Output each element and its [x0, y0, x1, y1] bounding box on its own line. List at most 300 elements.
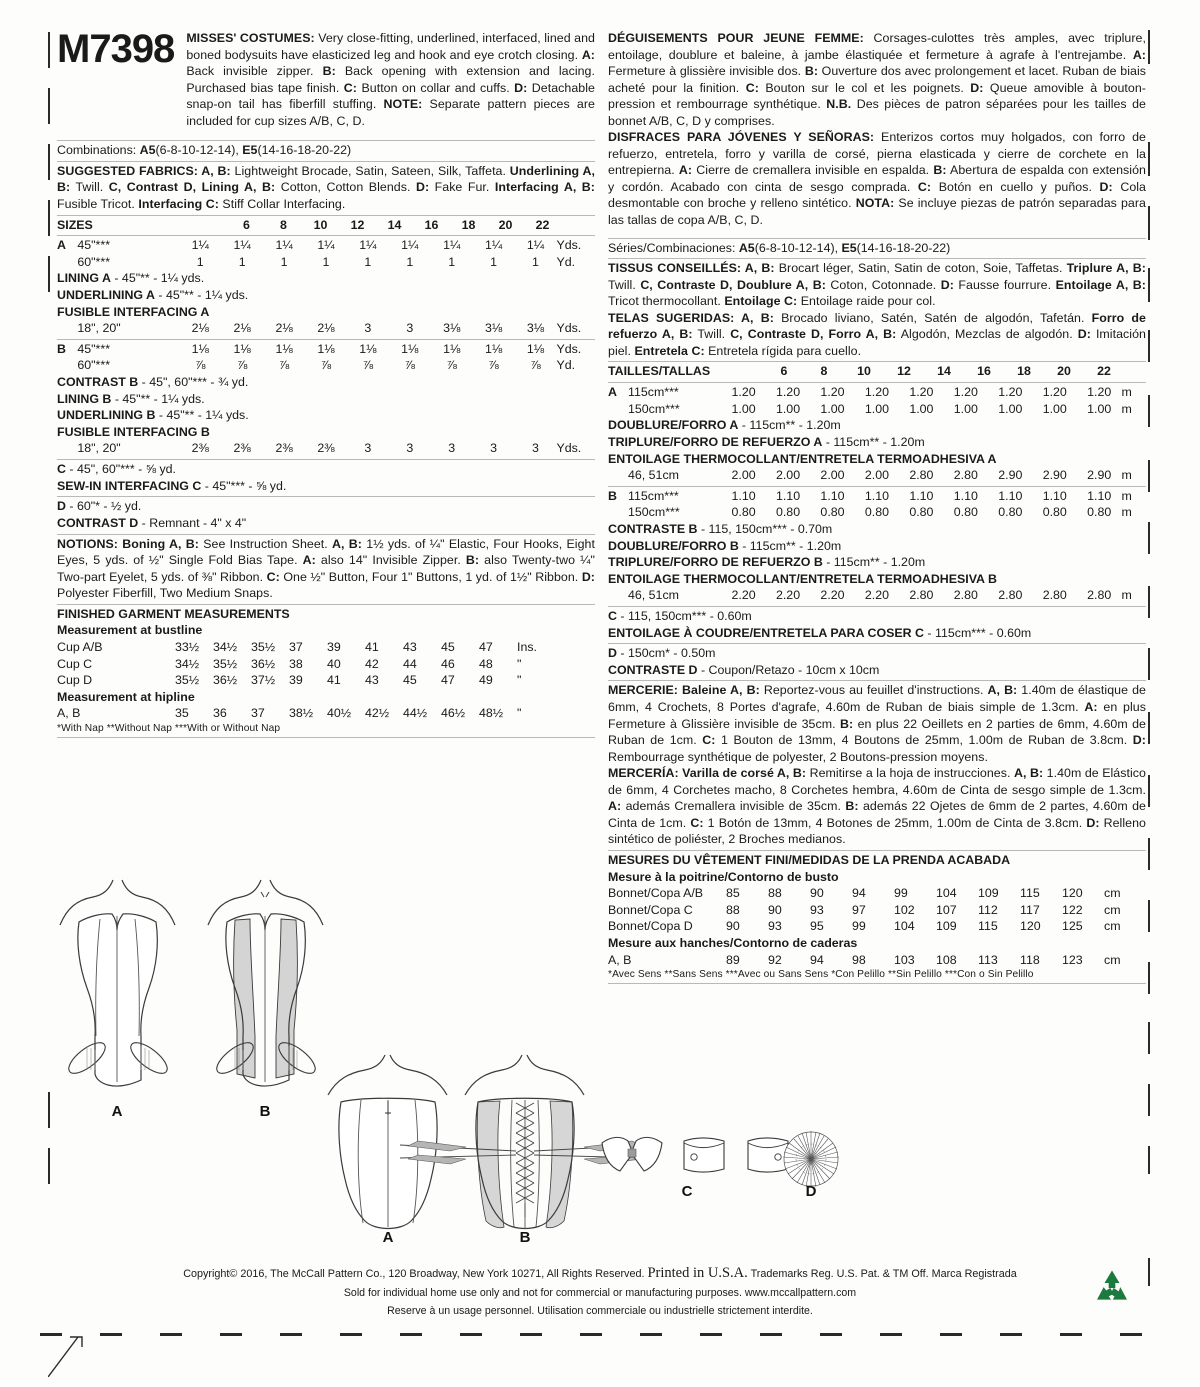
yardage-cell: 1.20 [775, 385, 801, 400]
yardage-cell: 3 [532, 441, 539, 456]
measure-cell: 42½ [365, 706, 390, 721]
measure-cell: 103 [894, 952, 915, 967]
fabric-d: D - 60"* - ½ yd. [57, 499, 142, 514]
measure-cell: 35 [175, 706, 189, 721]
measure-cell: 48½ [479, 706, 504, 721]
row-label: Bonnet/Copa A/B [608, 886, 704, 901]
margin-tick [48, 1148, 50, 1184]
unit-label: Yd. [556, 254, 576, 269]
table-row [57, 639, 595, 656]
yardage-cell: 1⅛ [484, 341, 503, 356]
yardage-cell: 3⅛ [484, 321, 503, 336]
measure-cell: 92 [768, 952, 782, 967]
measure-cell: 89 [726, 952, 740, 967]
yardage-cell: ⅞ [236, 358, 248, 373]
yardage-cell: 1¼ [275, 238, 293, 253]
hipline-title: Measurement at hipline [57, 689, 195, 704]
yardage-cell: 1¼ [359, 238, 377, 253]
yardage-cell: 1¼ [317, 238, 335, 253]
size-header: 6 [780, 364, 788, 379]
size-header: 8 [820, 364, 828, 379]
yardage-cell: ⅞ [488, 358, 499, 373]
series-combinations: Séries/Combinaciones: A5(6-8-10-12-14), E5(14-16-18-20-22) [608, 240, 951, 255]
table-row [608, 384, 1146, 401]
yardage-cell: 2.80 [909, 468, 934, 483]
table-row [608, 587, 1146, 604]
margin-tick [1148, 775, 1150, 807]
yardage-cell: 3 [406, 441, 414, 456]
metric-nap-note: *Avec Sens **Sans Sens ***Avec ou Sans Sens *Con Pelillo **Sin Pelillo ***Con o Sin Pelillo [608, 969, 1034, 981]
measure-cell: 35½ [213, 656, 238, 671]
nap-note: *With Nap **Without Nap ***With or Without Nap [57, 722, 281, 734]
measure-cell: 46½ [441, 706, 466, 721]
margin-tick [1148, 522, 1150, 554]
english-column [57, 27, 595, 739]
copyright-text: Copyright© 2016, The McCall Pattern Co., 120 Broadway, New York 10271, All Rights Reserved. [183, 1268, 645, 1280]
yardage-cell: 2.20 [864, 588, 889, 603]
measure-cell: 85 [726, 886, 740, 901]
combinations: Combinations: A5(6-8-10-12-14), E5(14-16-18-20-22) [57, 143, 352, 158]
yardage-cell: 1¼ [401, 238, 419, 253]
yardage-cell: ⅞ [362, 358, 374, 373]
cut-line-dashes [40, 1333, 1160, 1336]
row-label: A, B [608, 952, 632, 967]
yardage-cell: 2⅜ [191, 441, 209, 456]
mesures-title: MESURES DU VÊTEMENT FINI/MEDIDAS DE LA PRENDA ACABADA [608, 852, 1011, 867]
margin-tick [48, 256, 50, 292]
yardage-cell: 3 [406, 321, 414, 336]
margin-tick [1148, 900, 1150, 932]
table-row [57, 320, 595, 337]
yardage-cell: 1⅛ [526, 341, 545, 356]
measure-cell: 41 [365, 639, 379, 654]
underlining-a: UNDERLINING A - 45"** - 1¼ yds. [57, 287, 249, 302]
lining-a: LINING A - 45"** - 1¼ yds. [57, 271, 205, 286]
hanches-title: Mesure aux hanches/Contorno de caderas [608, 935, 858, 950]
margin-tick [1148, 460, 1150, 492]
unit-label: m [1121, 505, 1132, 520]
size-header: 22 [535, 217, 550, 232]
bustline-title: Measurement at bustline [57, 623, 203, 638]
table-row [57, 705, 595, 722]
unit-label: m [1121, 588, 1132, 603]
measure-cell: 34½ [213, 639, 238, 654]
size-header: 20 [498, 217, 513, 232]
yardage-cell: 1.20 [909, 385, 934, 400]
trademark-text: Trademarks Reg. U.S. Pat. & TM Off. Marca Registrada [750, 1268, 1017, 1280]
unit-label: " [517, 706, 522, 721]
yardage-cell: 1 [364, 254, 372, 269]
yardage-cell: 2⅛ [191, 321, 209, 336]
margin-tick [1148, 962, 1150, 994]
footer [0, 1262, 1200, 1320]
measure-cell: 45 [441, 639, 455, 654]
measure-cell: 36½ [251, 656, 276, 671]
table-row [57, 440, 595, 457]
fabric-c: C - 45", 60"*** - ⅝ yd. [57, 462, 176, 477]
measure-cell: 108 [936, 952, 957, 967]
margin-tick [1148, 395, 1150, 427]
size-header: 22 [1097, 364, 1111, 379]
view-label: B [57, 341, 66, 356]
margin-tick [48, 200, 50, 236]
yardage-cell: 2.20 [775, 588, 801, 603]
size-header: 16 [424, 217, 439, 232]
yardage-cell: 1.00 [953, 401, 978, 416]
measure-cell: 90 [768, 902, 782, 917]
table-row [57, 656, 595, 673]
yardage-cell: 1.00 [820, 401, 845, 416]
row-label: Bonnet/Copa C [608, 902, 693, 917]
row-label: Cup D [57, 673, 93, 688]
yardage-cell: 1.20 [998, 385, 1023, 400]
view-label [608, 504, 628, 521]
yardage-cell: 1.10 [864, 488, 889, 503]
yardage-cell: 2.00 [820, 468, 845, 483]
metric-c: C - 115, 150cm*** - 0.60m [608, 608, 752, 623]
front-a-label: A [111, 1103, 123, 1120]
yardage-cell: 1¼ [443, 238, 461, 253]
description-body: Very close-fitting, underlined, interfaced, lined and boned bodysuits have elasticized leg and hook and eye crotch closing. A: Back invisible zipper. B: Back opening with extension and lacing. Purchased bias tape finish. C: Button on collar and cuffs. D: Detachable snap-on tail has fiberfill stuffing. NOTE: Separate pattern pieces are included for cup sizes A/B, C, D. [186, 31, 595, 128]
yardage-cell: 3 [364, 321, 372, 336]
recycle-icon [1092, 1268, 1132, 1308]
size-header: 10 [857, 364, 871, 379]
unit-label: " [517, 656, 522, 671]
yardage-cell: 0.80 [731, 505, 756, 520]
yardage-cell: 1 [448, 254, 456, 269]
margin-tick [48, 32, 50, 68]
measure-cell: 44 [403, 656, 417, 671]
yardage-cell: 1.20 [864, 385, 889, 400]
unit-label: Yds. [556, 341, 582, 356]
fabric-width: 150cm*** [628, 401, 680, 416]
measure-cell: 37 [251, 706, 265, 721]
yardage-cell: ⅞ [404, 358, 415, 373]
triplure-forro-refuerzo-a: TRIPLURE/FORRO DE REFUERZO A - 115cm** - 1.20m [608, 434, 925, 449]
fabric-width: 45"*** [77, 238, 111, 253]
measure-cell: 99 [894, 886, 908, 901]
measure-cell: 98 [852, 952, 866, 967]
corner-fold-mark [48, 1335, 108, 1377]
yardage-cell: 1.00 [864, 401, 889, 416]
yardage-cell: 2.80 [1042, 588, 1067, 603]
spanish-description: DISFRACES PARA JÓVENES Y SEÑORAS: Enterizos cortos muy holgados, con forro de refuerzo, entretela, forro y varilla de corsé, pierna elasticada y cierre de corchete en la entrepierna. A: Cierre de cremallera invisible en espalda. B: Abertura de espalda con extensión y cordón. Acabado con cinta de sesgo comprada. C: Botón en cuello y puños. D: Cola desmontable con broche y relleno sintético. NOTA: Se incluye piezas de patrón separadas para las tallas de copa A/B, C, D. [608, 130, 1147, 228]
yardage-cell: 1.20 [1087, 385, 1112, 400]
fusible-b-table [57, 440, 595, 457]
yardage-cell: 0.80 [820, 505, 845, 520]
yardage-cell: 2⅜ [233, 441, 251, 456]
collar-cuffs-label: C [681, 1183, 693, 1200]
view-label: B [608, 488, 617, 503]
french-use-line: Reserve à un usage personnel. Utilisation commerciale ou industrielle strictement interdite. [387, 1304, 813, 1317]
yardage-cell: 1⅛ [275, 341, 293, 356]
measure-cell: 36 [213, 706, 227, 721]
measure-cell: 38½ [289, 706, 314, 721]
yardage-cell: 2.90 [1087, 468, 1112, 483]
hipline-table [57, 705, 595, 722]
back-b-label: B [519, 1229, 531, 1246]
fabric-width: 46, 51cm [628, 588, 679, 603]
measure-cell: 48 [479, 656, 493, 671]
margin-tick [1148, 648, 1150, 680]
yardage-cell: 1.10 [1087, 488, 1112, 503]
tail-label: D [805, 1183, 817, 1200]
yardage-cell: 1.10 [909, 488, 934, 503]
entoilage-b-table [608, 587, 1146, 604]
measure-cell: 115 [1020, 886, 1040, 901]
yardage-cell: 1 [322, 254, 330, 269]
fabric-width: 115cm*** [628, 385, 679, 400]
yardage-cell: 1.10 [731, 488, 756, 503]
yardage-cell: 1¼ [233, 238, 251, 253]
measure-cell: 104 [936, 886, 957, 901]
yardage-cell: 0.80 [953, 505, 978, 520]
unit-label: Yds. [556, 238, 582, 253]
fabric-width: 60"*** [77, 254, 111, 269]
measure-cell: 125 [1062, 919, 1083, 934]
yardage-cell: 2.80 [953, 468, 978, 483]
notions: NOTIONS: Boning A, B: See Instruction Sheet. A, B: 1½ yds. of ¼" Elastic, Four Hooks, Eight Eyes, 5 yds. of ½" Single Fold Bias Tape. A: also 14" Invisible Zipper. B: also Twenty-two ¼" Two-part Eyelet, 5 yds. of ⅜" Ribbon. C: One ½" Button, Four 1" Buttons, 1 yd. of 1½" Ribbon. D: Polyester Fiberfill, Two Medium Snaps. [57, 536, 595, 601]
sizes-table [57, 217, 595, 234]
yardage-table-a [57, 237, 595, 270]
yardage-cell: 1 [196, 254, 204, 269]
measure-cell: 41 [327, 673, 341, 688]
french-description: DÉGUISEMENTS POUR JEUNE FEMME: Corsages-culottes très amples, avec triplure, entoilage, doublure et baleine, à jambe élastiquée et fermeture à agrafe à l'entrejambe. A: Fermeture à glissière invisible dos. B: Ouverture dos avec prolongement et lacet. Ruban de biais acheté pour la finition. C: Bouton sur le col et les poignets. D: Queue amovible à bouton-pression et rembourrage synthétique. N.B. Des pièces de patron séparées pour les tailles de bonnet A/B, C, D y comprises. [608, 31, 1146, 128]
table-row [57, 357, 595, 374]
measure-cell: 42 [365, 656, 379, 671]
unit-label: m [1121, 468, 1132, 483]
measure-cell: 39 [327, 639, 341, 654]
margin-tick [1148, 586, 1150, 618]
row-label: Cup A/B [57, 639, 103, 654]
measure-cell: 43 [365, 673, 379, 688]
fusible-interfacing-a-title: FUSIBLE INTERFACING A [57, 304, 210, 319]
fabric-width: 46, 51cm [628, 468, 679, 483]
yardage-cell: 2.80 [953, 588, 978, 603]
lining-b: LINING B - 45"** - 1¼ yds. [57, 391, 205, 406]
size-header: 18 [461, 217, 476, 232]
measure-cell: 115 [978, 919, 998, 934]
yardage-cell: 0.80 [1087, 505, 1112, 520]
yardage-cell: 1.10 [953, 488, 978, 503]
back-view-a-illustration [328, 1055, 447, 1229]
metric-sizes-label: TAILLES/TALLAS [608, 364, 711, 379]
unit-label: Yds. [556, 321, 582, 336]
view-label [608, 401, 628, 418]
measure-cell: 118 [1020, 952, 1040, 967]
yardage-cell: 2.80 [998, 588, 1023, 603]
contraste-d: CONTRASTE D - Coupon/Retazo - 10cm x 10cm [608, 662, 880, 677]
yardage-cell: 3 [364, 441, 372, 456]
measure-cell: 93 [810, 902, 824, 917]
yardage-cell: 2.90 [998, 468, 1023, 483]
copyright-line [0, 1262, 1200, 1285]
yardage-cell: 0.80 [775, 505, 801, 520]
measure-cell: 107 [936, 902, 957, 917]
unit-label: cm [1104, 919, 1121, 934]
fusible-interfacing-b-title: FUSIBLE INTERFACING B [57, 424, 210, 439]
measure-cell: 109 [978, 886, 999, 901]
back-a-label: A [382, 1229, 394, 1246]
yardage-cell: 1.20 [731, 385, 756, 400]
table-row [608, 488, 1146, 505]
yardage-cell: 2.20 [820, 588, 845, 603]
metric-yardage-a [608, 384, 1146, 417]
tissus-conseilles: TISSUS CONSEILLÉS: A, B: Brocart léger, Satin, Satin de coton, Soie, Taffetas. Triplure A, B: Twill. C, Contraste D, Doublure A, B: Coton, Cotonnade. D: Fausse fourrure. Entoilage A, B: Tricot thermocollant. Entoilage C: Entoilage raide pour col. [608, 261, 1146, 309]
measure-cell: 37 [289, 639, 303, 654]
margin-tick [1148, 712, 1150, 744]
yardage-cell: 3⅛ [526, 321, 545, 336]
measure-cell: 117 [1020, 902, 1040, 917]
measure-cell: 46 [441, 656, 455, 671]
unit-label: Yd. [556, 358, 576, 373]
printed-in-usa: Printed in U.S.A. [647, 1265, 748, 1281]
yardage-cell: ⅞ [530, 358, 541, 373]
row-label: Bonnet/Copa D [608, 919, 693, 934]
fabric-width: 45"*** [77, 341, 111, 356]
measure-cell: 38 [289, 656, 303, 671]
yardage-cell: 1⅛ [191, 341, 209, 356]
fabric-width: 18", 20" [77, 441, 121, 456]
yardage-cell: 1.10 [775, 488, 801, 503]
measure-cell: 88 [726, 902, 740, 917]
yardage-cell: 1 [406, 254, 414, 269]
measure-cell: 120 [1020, 919, 1041, 934]
yardage-cell: 1.00 [998, 401, 1023, 416]
entoilage-a-table [608, 467, 1146, 484]
table-row [57, 237, 595, 254]
margin-tick [48, 1092, 50, 1128]
yardage-cell: 1 [238, 254, 246, 269]
margin-tick [48, 88, 50, 124]
bustline-table [57, 639, 595, 689]
measure-cell: 94 [810, 952, 824, 967]
pattern-description [186, 30, 595, 129]
view-label [57, 357, 77, 374]
yardage-cell: 1¼ [484, 238, 503, 253]
front-view-b-illustration [208, 880, 323, 1086]
doublure-forro-b: DOUBLURE/FORRO B - 115cm** - 1.20m [608, 538, 842, 553]
contraste-b: CONTRASTE B - 115, 150cm*** - 0.70m [608, 521, 833, 536]
measure-cell: 33½ [175, 639, 200, 654]
row-label: A, B [57, 706, 81, 721]
yardage-cell: 3 [490, 441, 498, 456]
fabric-width: 18", 20" [77, 321, 121, 336]
front-b-label: B [259, 1103, 271, 1120]
size-header: 14 [387, 217, 402, 232]
measure-cell: 104 [894, 919, 915, 934]
size-header: 20 [1057, 364, 1071, 379]
measure-cell: 113 [978, 952, 998, 967]
measure-cell: 88 [768, 886, 782, 901]
unit-label: Yds. [556, 441, 582, 456]
home-use-line: Sold for individual home use only and not for commercial or manufacturing purposes. www.mccallpattern.com [343, 1287, 857, 1300]
unit-label: cm [1104, 886, 1121, 901]
yardage-table-b [57, 341, 595, 374]
measure-cell: 90 [810, 886, 824, 901]
yardage-cell: 3 [448, 441, 456, 456]
yardage-cell: 1.00 [1042, 401, 1067, 416]
measure-cell: 99 [852, 919, 866, 934]
yardage-cell: 2.80 [909, 588, 934, 603]
yardage-cell: 0.80 [998, 505, 1023, 520]
measure-cell: 97 [852, 902, 866, 917]
size-header: 10 [313, 217, 328, 232]
measure-cell: 39 [289, 673, 303, 688]
table-row [57, 254, 595, 271]
pattern-number: M7398 [57, 27, 175, 71]
yardage-cell: 1⅛ [401, 341, 419, 356]
yardage-cell: 0.80 [864, 505, 889, 520]
yardage-cell: 2.00 [775, 468, 801, 483]
yardage-cell: 1.10 [820, 488, 845, 503]
margin-tick [1148, 206, 1150, 240]
fabric-width: 150cm*** [628, 505, 680, 520]
measure-cell: 35½ [251, 639, 276, 654]
table-row [57, 341, 595, 358]
contrast-b: CONTRAST B - 45", 60"*** - ¾ yd. [57, 375, 249, 390]
metric-yardage-b [608, 488, 1146, 521]
table-row [57, 672, 595, 689]
margin-tick [1148, 1022, 1150, 1054]
sizes-label: SIZES [57, 217, 93, 232]
yardage-cell: 2⅜ [317, 441, 335, 456]
yardage-cell: 0.80 [1042, 505, 1067, 520]
description-title: MISSES' COSTUMES: [186, 31, 315, 45]
contrast-d: CONTRAST D - Remnant - 4" x 4" [57, 515, 247, 530]
yardage-cell: 1.00 [909, 401, 934, 416]
suggested-fabrics: SUGGESTED FABRICS: A, B: Lightweight Brocade, Satin, Sateen, Silk, Taffeta. Underlining A, B: Twill. C, Contrast D, Lining A, B: Cotton, Cotton Blends. D: Fake Fur. Interfacing A, B: Fusible Tricot. Interfacing C: Stiff Collar Interfacing. [57, 163, 595, 211]
margin-tick [1148, 838, 1150, 870]
front-view-a-illustration [60, 880, 175, 1086]
sewin-interfacing-c: SEW-IN INTERFACING C - 45"*** - ⅝ yd. [57, 478, 287, 493]
measure-cell: 40 [327, 656, 341, 671]
yardage-cell: 1.00 [731, 401, 756, 416]
table-row [608, 467, 1146, 484]
yardage-cell: 1 [532, 254, 539, 269]
unit-label: m [1121, 385, 1132, 400]
measure-cell: 34½ [175, 656, 200, 671]
measure-cell: 43 [403, 639, 417, 654]
yardage-cell: 2.90 [1042, 468, 1067, 483]
unit-label: cm [1104, 902, 1121, 917]
unit-label: m [1121, 401, 1132, 416]
margin-tick [1148, 142, 1150, 176]
measure-cell: 37½ [251, 673, 276, 688]
yardage-cell: 1⅛ [443, 341, 461, 356]
measure-cell: 40½ [327, 706, 352, 721]
measure-cell: 102 [894, 902, 915, 917]
metric-d: D - 150cm* - 0.50m [608, 646, 716, 661]
yardage-cell: 2⅜ [275, 441, 293, 456]
measure-cell: 95 [810, 919, 824, 934]
yardage-cell: 2⅛ [317, 321, 335, 336]
yardage-cell: 1⅛ [359, 341, 377, 356]
view-label: A [57, 238, 66, 253]
measure-cell: 120 [1062, 886, 1083, 901]
yardage-cell: 1.20 [953, 385, 978, 400]
yardage-cell: 2.00 [731, 468, 756, 483]
table-row [57, 217, 595, 234]
line-drawings [55, 870, 895, 1260]
french-spanish-column [608, 30, 1146, 985]
size-header: 8 [280, 217, 287, 232]
yardage-cell: 2.80 [1087, 588, 1112, 603]
finished-measurements-title: FINISHED GARMENT MEASUREMENTS [57, 606, 290, 621]
unit-label: cm [1104, 952, 1121, 967]
measure-cell: 36½ [213, 673, 238, 688]
size-header: 16 [977, 364, 991, 379]
